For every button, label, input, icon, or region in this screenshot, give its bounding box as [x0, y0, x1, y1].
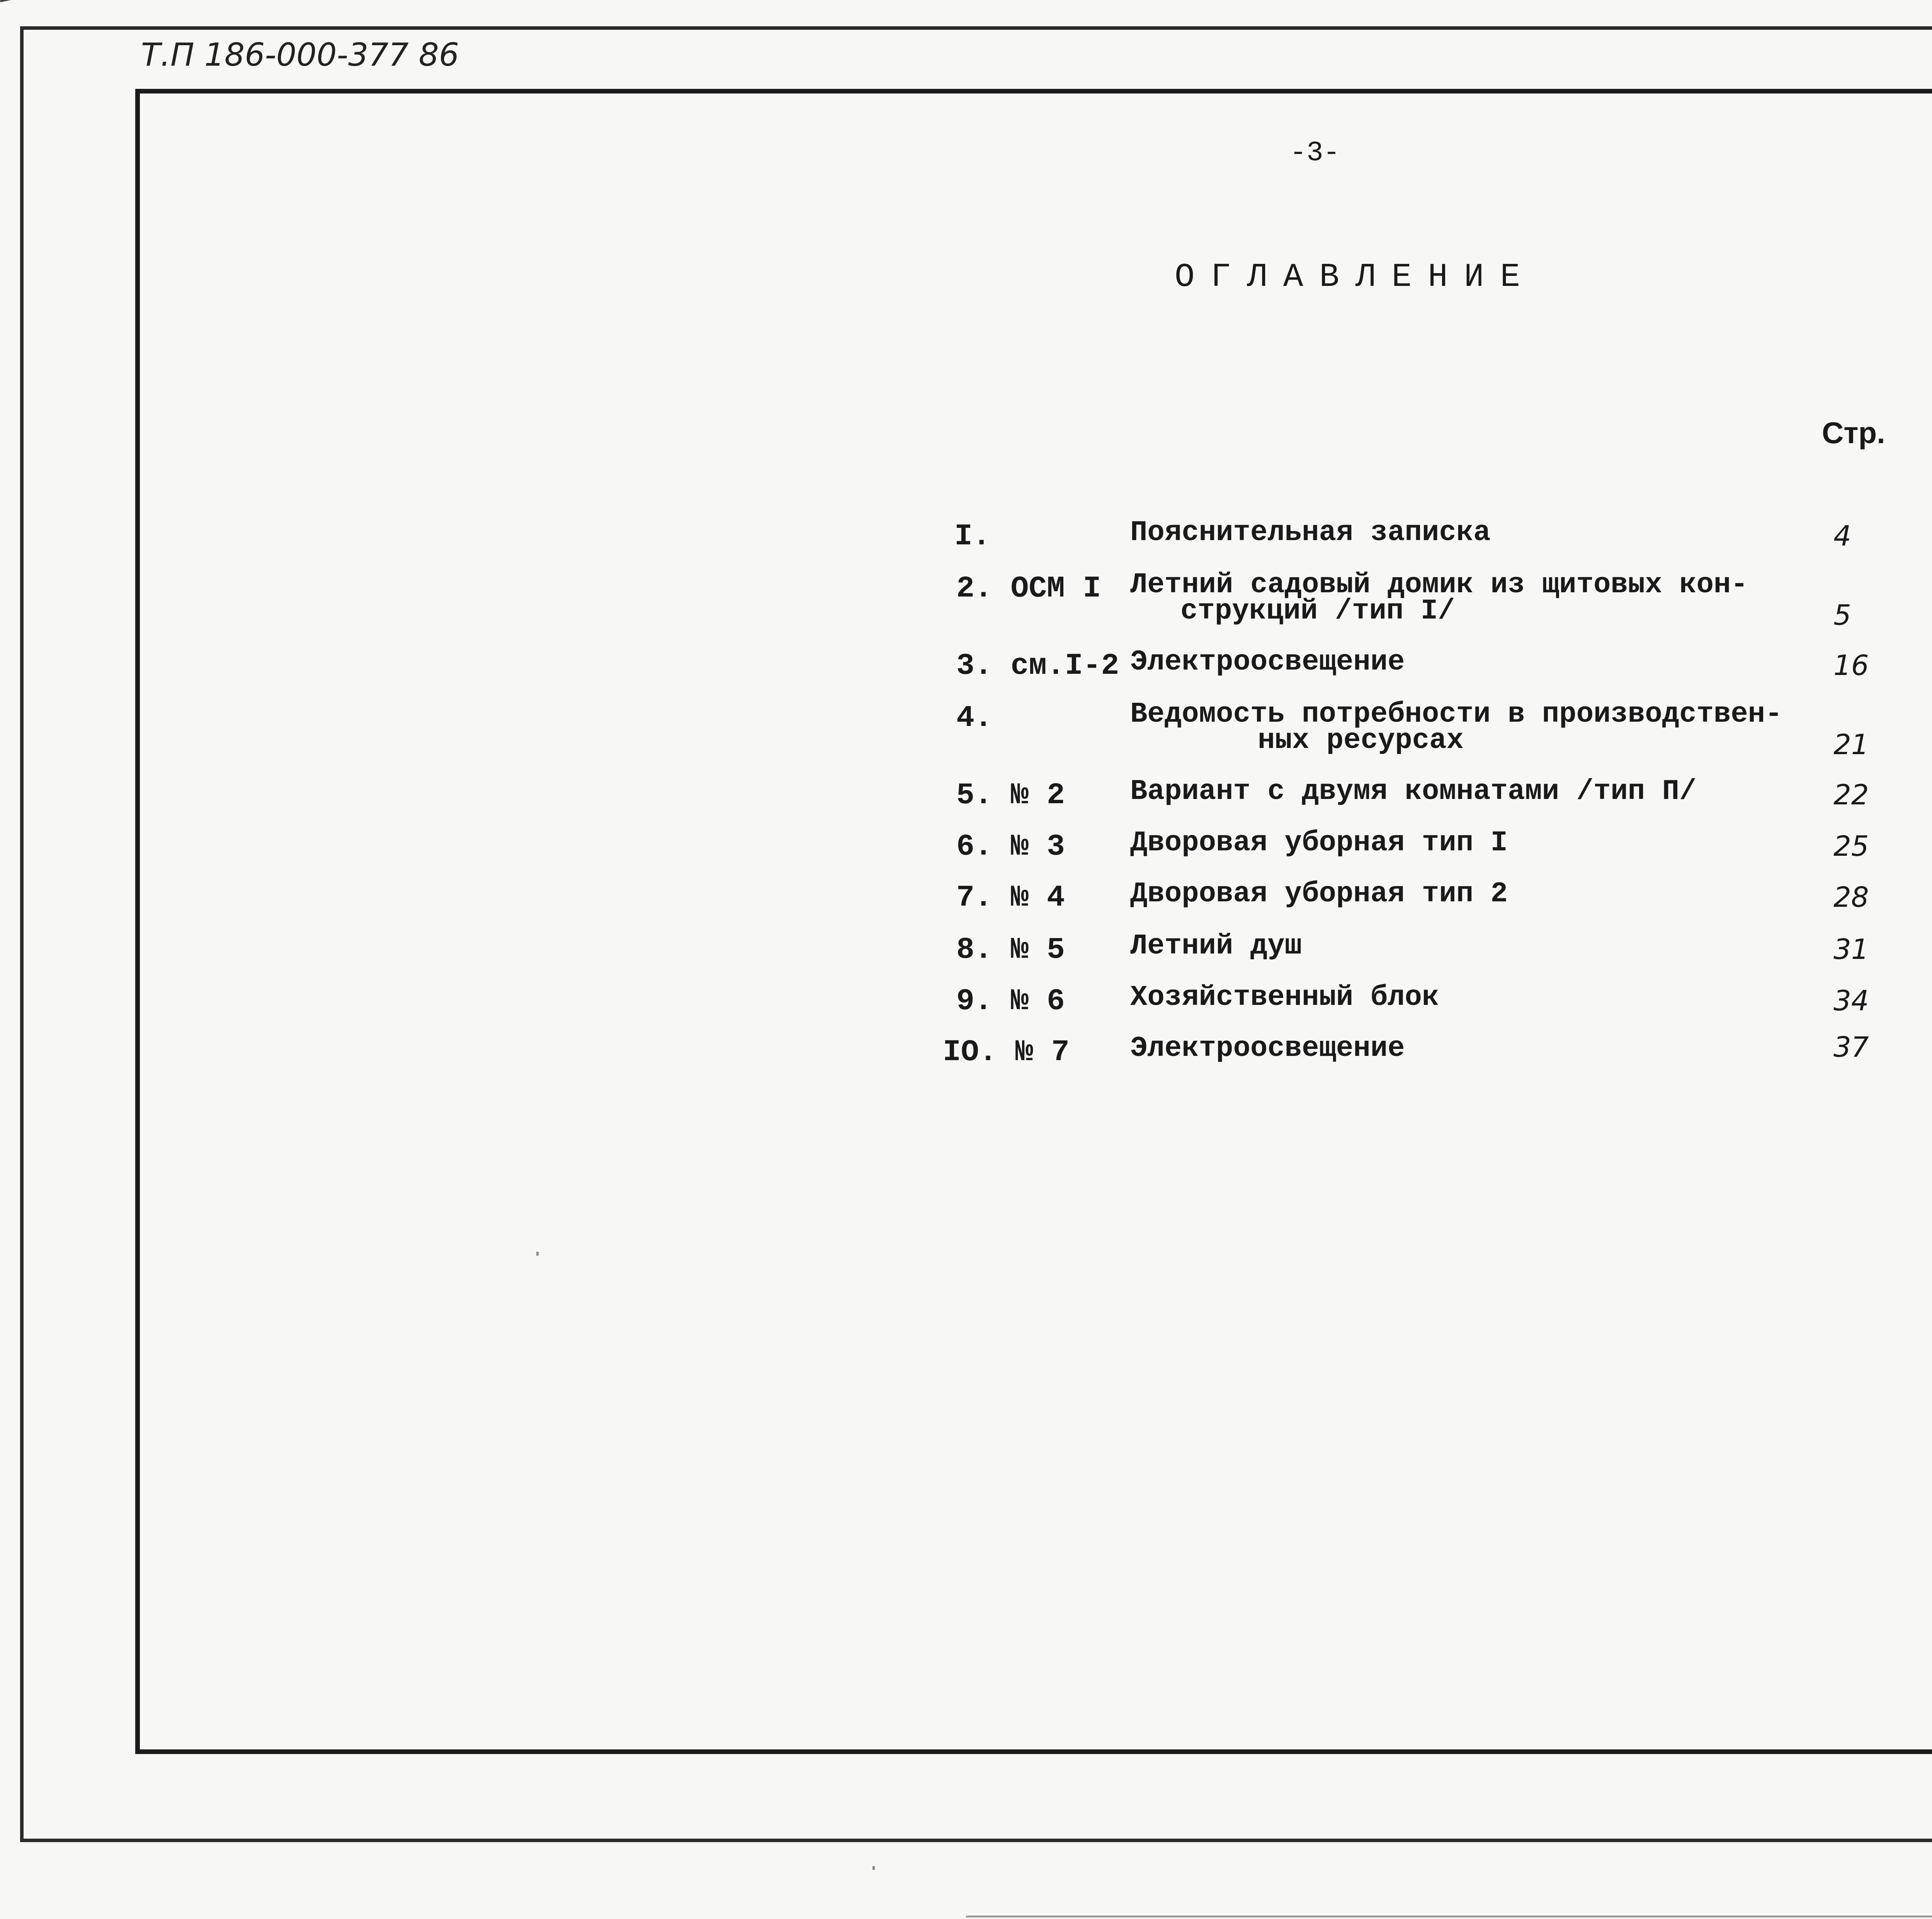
toc-title: Летний садовый домик из щитовых кон- струкций /тип I/ [1130, 569, 1748, 627]
toc-title: Летний душ [1130, 930, 1302, 962]
toc-number: I. [954, 520, 991, 554]
toc-title: Электроосвещение [1130, 646, 1405, 678]
page-column-label: Стр. [1822, 416, 1885, 450]
toc-page: 16 [1833, 649, 1869, 682]
toc-page: 31 [1833, 933, 1869, 965]
scan-speck [536, 1252, 539, 1256]
toc-number: 5. № 2 [956, 778, 1065, 812]
toc-page: 4 [1833, 520, 1851, 552]
toc-title: Электроосвещение [1130, 1032, 1405, 1065]
toc-number: IO. № 7 [943, 1035, 1070, 1069]
toc-page: 22 [1833, 778, 1869, 811]
toc-page: 5 [1833, 599, 1851, 631]
toc-number: 3. см.I-2 [956, 649, 1119, 683]
scan-speck [872, 1866, 875, 1870]
toc-title: Пояснительная записка [1130, 517, 1491, 549]
toc-title: Хозяйственный блок [1130, 981, 1439, 1014]
toc-number: 8. № 5 [956, 933, 1065, 967]
drawing-frame [135, 89, 1932, 1754]
toc-number: 9. № 6 [956, 984, 1065, 1018]
toc-page: 34 [1833, 984, 1869, 1017]
toc-number: 7. № 4 [956, 881, 1065, 915]
toc-title: Дворовая уборная тип 2 [1130, 878, 1508, 910]
toc-title: Вариант с двумя комнатами /тип П/ [1130, 775, 1697, 808]
toc-page: 25 [1833, 830, 1869, 862]
toc-page: 28 [1833, 881, 1869, 913]
toc-title: Дворовая уборная тип I [1130, 827, 1508, 859]
document-code: Т.П 186-000-377 86 [141, 37, 459, 73]
toc-title: Ведомость потребности в производствен- ных ресурсах [1130, 698, 1782, 757]
toc-number: 2. ОСМ I [956, 572, 1101, 606]
toc-number: 4. [956, 701, 993, 735]
corner-mark [0, 0, 53, 17]
page-title: ОГЛАВЛЕНИЕ [1175, 258, 1537, 296]
page-number: -3- [1290, 137, 1340, 169]
toc-page: 37 [1833, 1031, 1869, 1063]
scan-edge-line [966, 1916, 1932, 1917]
toc-page: 21 [1833, 728, 1869, 761]
toc-number: 6. № 3 [956, 830, 1065, 864]
